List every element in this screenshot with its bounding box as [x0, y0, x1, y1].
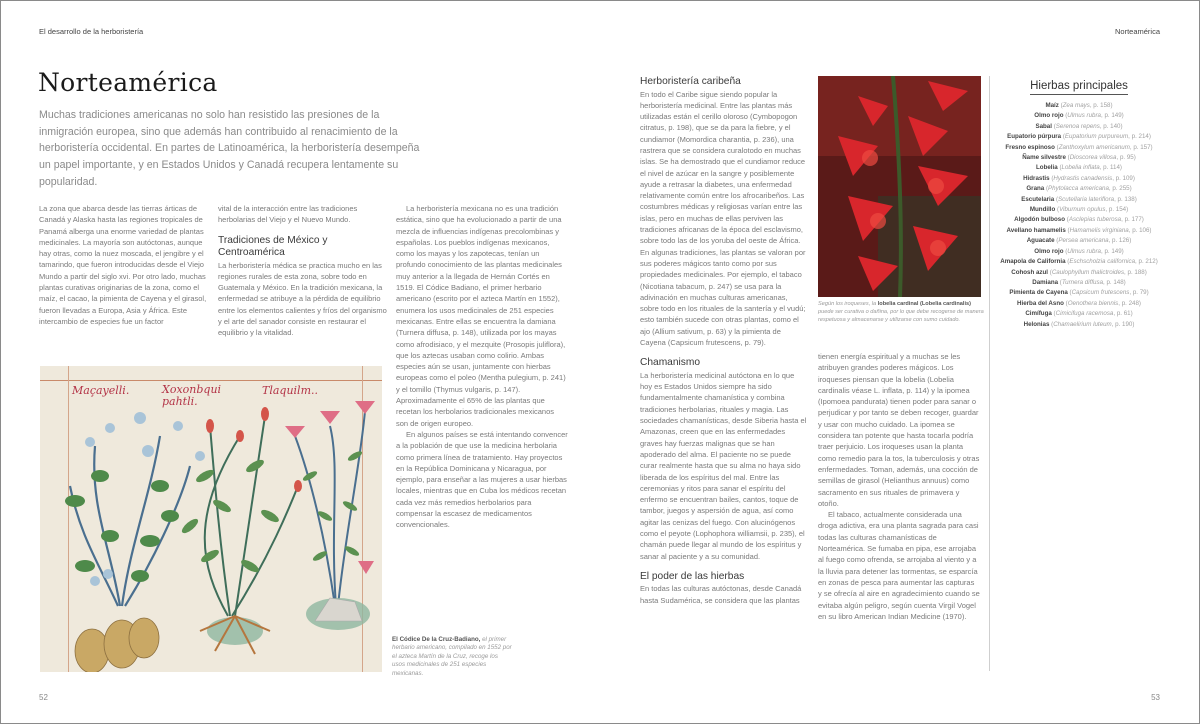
- herb-paren: (: [1049, 268, 1052, 276]
- key-herbs-sidebar: [996, 76, 1162, 330]
- herb-name: Lobelia: [1036, 164, 1058, 172]
- herb-paren: ): [1150, 143, 1153, 151]
- herb-latin: Zanthoxylum americanum: [1058, 143, 1130, 151]
- herb-latin: Hamamelis virginiana: [1069, 226, 1129, 234]
- herb-latin: Hydrastis canadensis: [1053, 174, 1113, 182]
- herb-paren: (: [1067, 226, 1070, 234]
- herb-page: p. 149: [1104, 247, 1122, 255]
- caption-text: puede ser curativa o dañina, por lo que debe recogerse de manera respetuosa y almacenarse y utilizarse con sumo cuidado.: [818, 309, 984, 324]
- caption-bold: El Códice De la Cruz-Badiano,: [392, 636, 481, 643]
- herb-list-item: [996, 195, 1162, 205]
- herb-paren: (: [1057, 206, 1060, 214]
- herb-paren: (: [1060, 102, 1063, 109]
- herb-latin: Lobelia inflata: [1061, 164, 1100, 172]
- herb-list-item: [996, 163, 1162, 173]
- herb-list-item: [996, 174, 1162, 184]
- herb-latin: Persea americana: [1058, 237, 1109, 245]
- caption-text: el primer herbario americano, compilado en 1552 por el azteca Martín de la Cruz, recoge los usos medicinales de 251 especies mexicanas.: [392, 636, 512, 677]
- herb-page: p. 154: [1108, 206, 1127, 214]
- herb-page: p. 148: [1106, 278, 1124, 286]
- herb-list-item: [996, 143, 1162, 153]
- herb-list-item: [996, 153, 1162, 163]
- herb-sep: ,: [1124, 268, 1128, 276]
- herb-paren: (: [1051, 174, 1054, 182]
- herb-page: p. 140: [1103, 122, 1121, 130]
- herb-paren: ): [1126, 206, 1129, 214]
- herb-paren: (: [1067, 258, 1070, 266]
- herb-paren: (: [1056, 143, 1059, 151]
- body-paragraph: La zona que abarca desde las tierras árticas de Canadá y Alaska hasta las regiones tropicales de Panamá alberga una enorme variedad de plantas medicinales. La mayoría son autóctonas, aunque hay otras, como la nuez moscada, el jengibre y el tamarindo, que fueron introducidas desde el Viejo Mundo a partir del siglo xvi. Por otro lado, muchas plantas curativas originarias de la zona, como el maíz, el cacao, la pimienta de Cayena y el girasol, fueron llevadas a Europa, Asia y África. Este intercambio de especies fue un factor: [39, 204, 207, 326]
- body-paragraph: La herboristería médica se practica mucho en las regiones rurales de esta zona, sobre todo en Guatemala y México. En la tradición mexicana, la enfermedad se atribuye a la pérdida de equilibrio entre los elementos calientes y fríos del organismo y el arte del sanador consiste en restaurar el equilibrio y la vitalidad.: [218, 260, 387, 338]
- herb-list-item: [996, 111, 1162, 121]
- body-paragraph: En todo el Caribe sigue siendo popular la herboristería medicinal. Entre las plantas más utilizadas están el cerillo oloroso (Cymbopogon citratus, p. 198), que se da para la fiebre, y el cundiamor (Momordica charantia, p. 236), una rastrera que se considera curalotodo en muchas islas. Se ha demostrado que el cundiamor reduce el nivel de azúcar en la sangre y posiblemente ayude a retrasar la diabetes, una enfermedad relativamente común entre los afrocaribeños. Las costumbres médicas y religiosas varían entre las islas, pero en muchas de ellas perviven las tradiciones africanas de la época del esclavismo, sobre todo las de los yoruba del oeste de África. En algunas tradiciones, las plantas se valoran por sus poderes mágicos tanto como por sus propiedades medicinales. Por ejemplo, el tabaco (Nicotiana tabacum, p. 247) se usa para la adivinación en muchas culturas americanas, sobre todo en los rituales de la santería y el vudú; esto también sucede con otras plantas, como el ajo (Allium sativum, p. 63) y la pimienta de Cayena (Capsicum frutescens, p. 79).: [640, 89, 806, 348]
- herb-list-item: [996, 268, 1162, 278]
- herb-latin: Asclepias tuberosa: [1068, 216, 1122, 224]
- herb-page: p. 61: [1116, 310, 1131, 318]
- herb-latin: Phytolacca americana: [1048, 185, 1109, 193]
- running-header-right: Norteamérica: [1114, 27, 1160, 36]
- caption-bold: lobelia cardinal (Lobelia cardinalis): [877, 301, 971, 307]
- herb-sep: ,: [1108, 185, 1113, 193]
- herb-list-item: [996, 247, 1162, 257]
- herb-page: p. 212: [1138, 258, 1156, 266]
- herb-sep: ,: [1135, 258, 1139, 266]
- herb-sep: ,: [1116, 154, 1120, 162]
- herb-paren: (: [1045, 185, 1049, 193]
- herb-sep: ,: [1099, 122, 1104, 130]
- herb-paren: (: [1059, 278, 1062, 286]
- intro-paragraph: Muchas tradiciones americanas no solo han resistido las presiones de la inmigración europea, sino que además han contribuido al renacimiento de la herboristería occidental. En partes de Latinoamérica, la herboristería desempeña un papel importante, y en Estados Unidos y Canadá recupera lentamente su popularidad.: [39, 109, 420, 188]
- herb-list-item: [996, 226, 1162, 236]
- herb-paren: (: [1062, 133, 1065, 141]
- herb-name: Escutelaria: [1021, 195, 1055, 203]
- herb-sep: ,: [1089, 102, 1094, 109]
- lobelia-photo: [818, 76, 981, 297]
- herb-name: Helonias: [1023, 320, 1050, 328]
- herb-list-item: [996, 184, 1162, 194]
- column-3: [396, 203, 568, 531]
- herb-name: Cimífuga: [1025, 310, 1052, 318]
- herb-list-item: [996, 278, 1162, 288]
- herb-paren: ): [1129, 185, 1132, 193]
- herb-paren: ): [1144, 268, 1147, 276]
- plant-drawing-icon: [40, 366, 382, 672]
- herb-latin: Serenoa repens: [1055, 122, 1100, 130]
- herb-list-item: [996, 132, 1162, 142]
- herb-paren: (: [1059, 164, 1062, 172]
- herb-paren: ): [1132, 174, 1135, 182]
- herb-paren: (: [1066, 216, 1069, 224]
- herb-page: p. 138: [1117, 195, 1135, 203]
- herb-latin: Zea mays: [1062, 102, 1090, 109]
- herb-sep: ,: [1121, 216, 1125, 224]
- herb-name: Olmo rojo: [1034, 112, 1064, 120]
- herb-name: Hierba del Asno: [1017, 299, 1064, 307]
- herb-sep: ,: [1114, 195, 1118, 203]
- column-4: [640, 76, 808, 606]
- herb-latin: Turnera diffusa: [1061, 278, 1104, 286]
- herb-latin: Oenothera biennis: [1067, 299, 1119, 307]
- page-number-left: 52: [39, 693, 48, 702]
- running-header-left: El desarrollo de la herboristería: [39, 27, 144, 36]
- page-number-right: 53: [1151, 693, 1160, 702]
- herb-paren: (: [1065, 299, 1068, 307]
- herb-paren: ): [1155, 258, 1158, 266]
- herb-list-item: [996, 101, 1162, 111]
- herb-paren: ): [1149, 226, 1152, 234]
- herb-name: Olmo rojo: [1034, 247, 1064, 255]
- herb-name: Avellano hamamelis: [1006, 226, 1066, 234]
- body-paragraph: tienen energía espiritual y a muchas se les atribuyen grandes poderes mágicos. Los iroqueses piensan que la lobelia (Lobelia cardinalis véase L. inflata, p. 114) y la ipomea (Ipomoea pandurata) tienen poder para sanar o perjudicar y por tanto se deben recoger, guardar y usar con mucho cuidado. La ipomea se considera tan potente que hasta tocarla podría traer perjuicio. Los iroqueses usan la planta como remedio para la tos, la tuberculosis y otras enfermedades. Toman, además, una cocción de semillas de girasol (Helianthus annuus) como sacramento en sus rituales de primavera y otoño.: [818, 352, 980, 508]
- herb-paren: (: [1053, 310, 1056, 318]
- herb-page: p. 255: [1112, 185, 1130, 193]
- column-1: [39, 203, 209, 327]
- herb-page: p. 79: [1132, 289, 1147, 297]
- herb-name: Fresno espinoso: [1005, 143, 1055, 151]
- lobelia-flower-icon: [818, 76, 981, 297]
- herb-list: [996, 101, 1162, 330]
- sidebar-title: Hierbas principales: [1030, 80, 1128, 95]
- herb-page: p. 158: [1093, 102, 1111, 109]
- column-5: [818, 351, 980, 622]
- herb-name: Cohosh azul: [1011, 268, 1049, 276]
- section-heading-mexico: Tradiciones de México y Centroamérica: [218, 234, 328, 259]
- caption-text: Según los iroqueses, la: [818, 301, 878, 307]
- herb-sep: ,: [1118, 299, 1122, 307]
- herb-latin: Ulmus rubra: [1067, 247, 1101, 255]
- page-title: Norteamérica: [38, 68, 218, 97]
- herb-latin: Capsicum frutescens: [1071, 289, 1130, 297]
- herb-list-item: [996, 288, 1162, 298]
- herb-page: p. 214: [1131, 133, 1149, 141]
- herb-latin: Chamaelirium luteum: [1053, 320, 1112, 328]
- herb-sep: ,: [1129, 143, 1134, 151]
- herb-name: Aguacate: [1026, 237, 1055, 245]
- herb-paren: ): [1146, 289, 1149, 297]
- herb-paren: ): [1141, 216, 1144, 224]
- herb-paren: ): [1132, 320, 1135, 328]
- herb-name: Damiana: [1032, 278, 1059, 286]
- herb-page: p. 190: [1115, 320, 1133, 328]
- codex-label: Xoxonbqui pahtli.: [162, 383, 222, 408]
- herb-name: Pimienta de Cayena: [1009, 289, 1068, 297]
- herb-sep: ,: [1128, 226, 1133, 234]
- herb-paren: ): [1133, 154, 1136, 162]
- herb-list-item: [996, 320, 1162, 330]
- herb-list-item: [996, 205, 1162, 215]
- herb-paren: ): [1110, 102, 1113, 109]
- herb-sep: ,: [1101, 112, 1105, 120]
- herb-paren: ): [1129, 237, 1132, 245]
- body-paragraph: En algunos países se está intentando convencer a la población de que use la medicina herbolaria como primera línea de tratamiento. Hay proyectos en la República Dominicana y Nicaragua, por ejemplo, para enseñar a las mujeres a usar hierbas locales, mientras que en Cuba los médicos recetan cada vez más remedios herbolarios para compensar la escasez de medicamentos convencionales.: [396, 429, 568, 530]
- herb-name: Maíz: [1045, 102, 1059, 109]
- herb-sep: ,: [1129, 289, 1133, 297]
- herb-name: Algodón bulboso: [1014, 216, 1066, 224]
- body-paragraph: La herboristería mexicana no es una tradición estática, sino que ha evolucionado a partir de una mezcla de influencias indígenas precolombinas y españolas. Los pueblos indígenas mexicanos, como los mayas y los zapotecas, tenían un profundo conocimiento de las plantas medicinales muy anterior a la llegada de Hernán Cortés en 1519. El Códice Badiano, el primer herbario americano (escrito por el azteca Martín en 1552), enumera los usos medicinales de 251 especies mexicanas. Entre ellas se encuentra la damiana (Turnera diffusa, p. 148), utilizada por los mayas como afrodisiaco, y el mezquite (Prosopis juliflora), que los aztecas usaban como colirio. Ambas especies aún se usan, juntamente con hierbas europeas como el poleo (Mentha pulegium, p. 241) y el tomillo (Thymus vulgaris, p. 147). Aproximadamente el 65% de las plantas que recetan los herbolarios tradicionales mexicanos son de origen europeo.: [396, 204, 566, 428]
- herb-page: p. 149: [1104, 112, 1122, 120]
- photo-caption: [818, 300, 984, 325]
- herb-sep: ,: [1101, 247, 1105, 255]
- herb-sep: ,: [1128, 133, 1132, 141]
- section-heading-shamanism: Chamanismo: [640, 357, 701, 369]
- herb-paren: (: [1069, 289, 1072, 297]
- herb-sep: ,: [1099, 164, 1104, 172]
- herb-paren: ): [1134, 195, 1137, 203]
- herb-sep: ,: [1112, 174, 1116, 182]
- codex-caption: [392, 636, 512, 678]
- herb-latin: Caulophyllum thalictroides: [1051, 268, 1125, 276]
- codex-label: Tlaquilm..: [262, 384, 318, 397]
- herb-list-item: [996, 257, 1162, 267]
- herb-name: Eupatorio púrpura: [1007, 133, 1062, 141]
- herb-paren: ): [1119, 164, 1122, 172]
- sidebar-divider: [989, 76, 990, 671]
- column-2: [218, 203, 388, 339]
- herb-sep: ,: [1111, 320, 1116, 328]
- herb-paren: (: [1065, 247, 1068, 255]
- body-paragraph: En todas las culturas autóctonas, desde Canadá hasta Sudamérica, se considera que las plantas: [640, 584, 802, 605]
- herb-paren: (: [1056, 237, 1059, 245]
- herb-paren: (: [1065, 112, 1068, 120]
- codex-label: Maçayelli.: [72, 384, 130, 397]
- herb-list-item: [996, 215, 1162, 225]
- herb-latin: Eupatorium purpureum: [1064, 133, 1129, 141]
- herb-sep: ,: [1113, 310, 1117, 318]
- herb-sep: ,: [1105, 206, 1109, 214]
- herb-latin: Cimicifuga racemosa: [1055, 310, 1114, 318]
- herb-list-item: [996, 309, 1162, 319]
- body-paragraph: El tabaco, actualmente considerada una droga adictiva, era una planta sagrada para casi todas las culturas chamanísticas de Norteamérica. Se fumaba en pipa, ese arrojaba al fuego como ofrenda, se arrojaba al viento y a la lluvia para detener las tormentas, se esparcía en zonas de pesca para aumentar las capturas y se ofrecía al aire en agradecimiento cuando se evitaba algún peligro, según cuenta Virgil Vogel en su libro American Indian Medicine (1970).: [818, 510, 980, 621]
- body-paragraph: vital de la interacción entre las tradiciones herbolarias del Viejo y el Nuevo Mundo.: [218, 204, 358, 225]
- codex-illustration: [40, 366, 382, 672]
- herb-paren: ): [1130, 310, 1133, 318]
- herb-page: p. 188: [1127, 268, 1145, 276]
- herb-paren: ): [1148, 133, 1151, 141]
- herb-paren: (: [1055, 195, 1059, 203]
- herb-name: Mundillo: [1029, 206, 1056, 214]
- herb-page: p. 157: [1133, 143, 1151, 151]
- herb-paren: ): [1138, 299, 1141, 307]
- section-heading-power-of-herbs: El poder de las hierbas: [640, 570, 745, 582]
- herb-name: Grana: [1026, 185, 1045, 193]
- herb-name: Amapola de California: [1000, 258, 1066, 266]
- herb-latin: Ulmus rubra: [1067, 112, 1101, 120]
- herb-paren: ): [1120, 122, 1123, 130]
- body-paragraph: La herboristería medicinal autóctona en lo que hoy es Estados Unidos siempre ha sido fundamentalmente chamanística y combina tradiciones herbolarias, rituales y magia. Las sociedades chamanísticas, desde Siberia hasta el Amazonas, creen que en las enfermedades graves hay fuerzas malignas que se han apoderado del alma. El paciente no se puede curar realmente hasta que su alma no haya sido liberada de los espíritus del mal. Entre las ceremonias y ritos para sanar el espíritu del enfermo se encuentran bailes, cantos, toque de tambor, juegos y aspersión de agua, así como agitar las cenizas del fuego. Con alucinógenos como el peyote (Lophophora williamsii, p. 235), el chamán puede llegar al mundo de los espíritus y sanar al paciente y a su comunidad.: [640, 370, 807, 561]
- herb-page: p. 177: [1124, 216, 1142, 224]
- herb-paren: ): [1121, 247, 1124, 255]
- herb-latin: Eschscholzia californica: [1069, 258, 1136, 266]
- herb-page: p. 106: [1132, 226, 1150, 234]
- herb-page: p. 114: [1103, 164, 1120, 172]
- herb-list-item: [996, 236, 1162, 246]
- herb-name: Ñame silvestre: [1022, 154, 1066, 162]
- herb-list-item: [996, 299, 1162, 309]
- herb-latin: Dioscorea villosa: [1069, 154, 1117, 162]
- herb-latin: Scutellaria lateriflora: [1058, 195, 1115, 203]
- herb-sep: ,: [1103, 278, 1107, 286]
- herb-latin: Viburnum opulus: [1059, 206, 1106, 214]
- section-heading-caribbean: Herboristería caribeña: [640, 76, 741, 87]
- herb-paren: (: [1067, 154, 1070, 162]
- herb-list-item: [996, 122, 1162, 132]
- herb-page: p. 126: [1112, 237, 1130, 245]
- herb-paren: (: [1051, 320, 1054, 328]
- herb-page: p. 248: [1121, 299, 1139, 307]
- herb-paren: ): [1123, 278, 1126, 286]
- herb-name: Sabal: [1035, 122, 1052, 130]
- herb-paren: ): [1121, 112, 1124, 120]
- herb-page: p. 95: [1119, 154, 1134, 162]
- herb-page: p. 109: [1115, 174, 1133, 182]
- herb-name: Hidrastis: [1023, 174, 1050, 182]
- herb-paren: (: [1053, 122, 1056, 130]
- herb-sep: ,: [1108, 237, 1113, 245]
